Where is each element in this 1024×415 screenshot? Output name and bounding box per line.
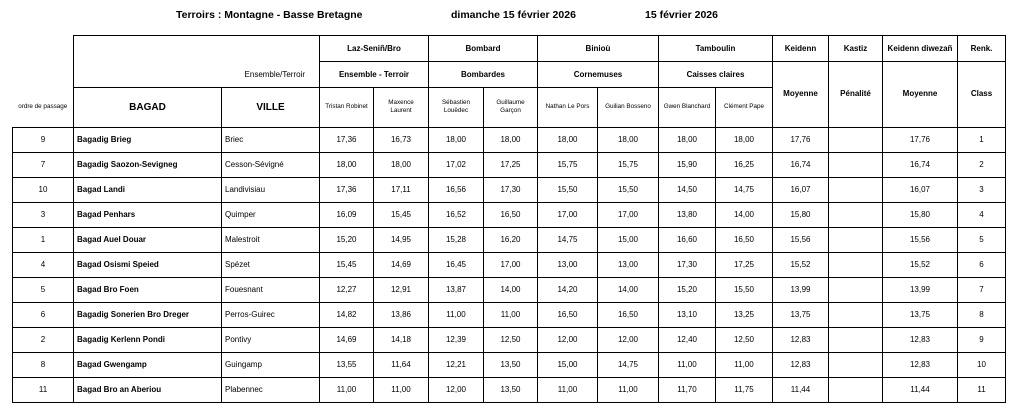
moyenne-cell: 15,52 [773, 252, 829, 277]
bagad-cell: Bagad Bro Foen [74, 277, 222, 302]
score-cell: 11,70 [659, 377, 716, 402]
score-cell: 17,25 [716, 252, 773, 277]
moyenne-cell: 15,56 [773, 227, 829, 252]
bagad-header: BAGAD [74, 88, 222, 128]
classement-cell: 7 [958, 277, 1006, 302]
score-cell: 16,20 [484, 227, 538, 252]
score-cell: 16,09 [320, 202, 374, 227]
score-cell: 11,00 [716, 352, 773, 377]
moyenne-finale-cell: 17,76 [883, 127, 958, 152]
score-cell: 17,02 [429, 152, 484, 177]
penalite-cell [829, 152, 883, 177]
ville-cell: Spézet [222, 252, 320, 277]
judge-name: Clément Pape [716, 88, 773, 128]
classement-cell: 1 [958, 127, 1006, 152]
bagad-cell: Bagad Bro an Aberiou [74, 377, 222, 402]
penalite-cell [829, 277, 883, 302]
score-cell: 16,52 [429, 202, 484, 227]
ville-cell: Malestroit [222, 227, 320, 252]
score-cell: 14,00 [716, 202, 773, 227]
score-cell: 17,00 [598, 202, 659, 227]
moyenne-finale-cell: 12,83 [883, 327, 958, 352]
score-cell: 16,50 [484, 202, 538, 227]
score-cell: 17,00 [484, 252, 538, 277]
group-header-bombard: Bombard [429, 36, 538, 62]
score-cell: 16,50 [716, 227, 773, 252]
bagad-cell: Bagadig Saozon-Sevigneg [74, 152, 222, 177]
score-cell: 12,00 [538, 327, 598, 352]
ville-cell: Briec [222, 127, 320, 152]
ville-cell: Fouesnant [222, 277, 320, 302]
table-row [13, 177, 1006, 202]
score-cell: 16,60 [659, 227, 716, 252]
score-cell: 18,00 [374, 152, 429, 177]
moyenne-cell: 13,75 [773, 302, 829, 327]
score-cell: 11,00 [484, 302, 538, 327]
ensemble-terroir-label: Ensemble/Terroir [74, 62, 320, 88]
score-cell: 15,28 [429, 227, 484, 252]
class-header: Class [958, 88, 1006, 128]
score-cell: 13,00 [538, 252, 598, 277]
group-header-biniou: Binioù [538, 36, 659, 62]
judge-name: Guillaume Garçon [484, 88, 538, 128]
score-cell: 15,20 [659, 277, 716, 302]
penalite-cell [829, 227, 883, 252]
ville-cell: Pontivy [222, 327, 320, 352]
score-cell: 15,50 [538, 177, 598, 202]
moyenne-cell: 11,44 [773, 377, 829, 402]
moyenne-finale-cell: 11,44 [883, 377, 958, 402]
table-row [13, 302, 1006, 327]
moyenne-finale-cell: 15,52 [883, 252, 958, 277]
moyenne-finale-header: Moyenne [883, 88, 958, 128]
ville-header: VILLE [222, 88, 320, 128]
judge-name: Guilian Bosseno [598, 88, 659, 128]
score-cell: 12,50 [484, 327, 538, 352]
keidenn-diwezan-header: Keidenn diwezañ [883, 36, 958, 62]
classement-cell: 4 [958, 202, 1006, 227]
table-row [13, 277, 1006, 302]
penalite-cell [829, 202, 883, 227]
bagad-cell: Bagadig Kerlenn Pondi [74, 327, 222, 352]
ordre-cell: 8 [13, 352, 74, 377]
score-cell: 12,39 [429, 327, 484, 352]
group-sub-ensemble: Ensemble - Terroir [320, 62, 429, 88]
penalite-header: Pénalité [829, 88, 883, 128]
group-sub-caisses: Caisses claires [659, 62, 773, 88]
moyenne-finale-cell: 13,75 [883, 302, 958, 327]
score-cell: 14,20 [538, 277, 598, 302]
bagad-cell: Bagad Auel Douar [74, 227, 222, 252]
renk-header: Renk. [958, 36, 1006, 62]
ordre-cell: 1 [13, 227, 74, 252]
score-cell: 18,00 [429, 127, 484, 152]
score-cell: 16,50 [598, 302, 659, 327]
bagad-cell: Bagad Penhars [74, 202, 222, 227]
score-cell: 15,90 [659, 152, 716, 177]
score-cell: 16,50 [538, 302, 598, 327]
score-cell: 17,25 [484, 152, 538, 177]
score-cell: 14,82 [320, 302, 374, 327]
group-sub-cornemuses: Cornemuses [538, 62, 659, 88]
ordre-cell: 6 [13, 302, 74, 327]
score-cell: 15,45 [374, 202, 429, 227]
competition-title: Terroirs : Montagne - Basse Bretagne [176, 9, 363, 21]
penalite-cell [829, 177, 883, 202]
score-cell: 17,36 [320, 127, 374, 152]
score-cell: 14,50 [659, 177, 716, 202]
ville-cell: Cesson-Sévigné [222, 152, 320, 177]
moyenne-finale-cell: 15,80 [883, 202, 958, 227]
score-cell: 14,95 [374, 227, 429, 252]
moyenne-finale-cell: 13,99 [883, 277, 958, 302]
bagad-cell: Bagad Gwengamp [74, 352, 222, 377]
ordre-cell: 7 [13, 152, 74, 177]
ordre-cell: 2 [13, 327, 74, 352]
table-row [13, 252, 1006, 277]
score-cell: 18,00 [598, 127, 659, 152]
score-cell: 14,75 [538, 227, 598, 252]
score-cell: 16,73 [374, 127, 429, 152]
score-cell: 12,00 [429, 377, 484, 402]
judge-name: Nathan Le Pors [538, 88, 598, 128]
score-cell: 13,50 [484, 377, 538, 402]
score-cell: 13,80 [659, 202, 716, 227]
score-cell: 14,00 [598, 277, 659, 302]
score-cell: 11,00 [374, 377, 429, 402]
keidenn-header: Keidenn [773, 36, 829, 62]
score-cell: 17,00 [538, 202, 598, 227]
judge-name: Maxence Laurent [374, 88, 429, 128]
score-cell: 14,75 [598, 352, 659, 377]
score-cell: 17,11 [374, 177, 429, 202]
date-short: 15 février 2026 [645, 9, 718, 21]
results-table [12, 35, 1006, 403]
score-cell: 16,45 [429, 252, 484, 277]
bagad-cell: Bagadig Brieg [74, 127, 222, 152]
score-cell: 13,00 [598, 252, 659, 277]
ville-cell: Perros-Guirec [222, 302, 320, 327]
score-cell: 17,30 [484, 177, 538, 202]
score-cell: 18,00 [716, 127, 773, 152]
table-row [13, 152, 1006, 177]
score-cell: 15,45 [320, 252, 374, 277]
table-row [13, 127, 1006, 152]
judge-name: Tristan Robinet [320, 88, 374, 128]
penalite-cell [829, 127, 883, 152]
ville-cell: Quimper [222, 202, 320, 227]
moyenne-cell: 12,83 [773, 352, 829, 377]
bagad-cell: Bagad Landi [74, 177, 222, 202]
moyenne-cell: 16,74 [773, 152, 829, 177]
judge-name: Gwen Blanchard [659, 88, 716, 128]
score-cell: 11,00 [598, 377, 659, 402]
score-cell: 15,75 [538, 152, 598, 177]
score-cell: 18,00 [538, 127, 598, 152]
moyenne-cell: 17,76 [773, 127, 829, 152]
score-cell: 14,18 [374, 327, 429, 352]
penalite-cell [829, 377, 883, 402]
score-cell: 12,00 [598, 327, 659, 352]
table-row [13, 377, 1006, 402]
score-cell: 13,50 [484, 352, 538, 377]
classement-cell: 3 [958, 177, 1006, 202]
bagad-cell: Bagadig Sonerien Bro Dreger [74, 302, 222, 327]
score-cell: 15,00 [598, 227, 659, 252]
score-cell: 14,75 [716, 177, 773, 202]
ville-cell: Plabennec [222, 377, 320, 402]
score-cell: 14,69 [374, 252, 429, 277]
kastiz-header: Kastiz [829, 36, 883, 62]
score-cell: 14,69 [320, 327, 374, 352]
ordre-cell: 11 [13, 377, 74, 402]
moyenne-cell: 15,80 [773, 202, 829, 227]
ordre-cell: 9 [13, 127, 74, 152]
score-cell: 12,91 [374, 277, 429, 302]
score-cell: 11,00 [659, 352, 716, 377]
ordre-cell: 4 [13, 252, 74, 277]
ordre-cell: 3 [13, 202, 74, 227]
classement-cell: 6 [958, 252, 1006, 277]
score-cell: 13,10 [659, 302, 716, 327]
moyenne-finale-cell: 16,74 [883, 152, 958, 177]
score-cell: 15,00 [538, 352, 598, 377]
classement-cell: 8 [958, 302, 1006, 327]
moyenne-cell: 16,07 [773, 177, 829, 202]
bagad-cell: Bagad Osismi Speied [74, 252, 222, 277]
moyenne-finale-cell: 15,56 [883, 227, 958, 252]
score-cell: 13,25 [716, 302, 773, 327]
score-cell: 14,00 [484, 277, 538, 302]
moyenne-finale-cell: 16,07 [883, 177, 958, 202]
score-cell: 13,87 [429, 277, 484, 302]
score-cell: 15,20 [320, 227, 374, 252]
penalite-cell [829, 302, 883, 327]
score-cell: 12,27 [320, 277, 374, 302]
penalite-cell [829, 352, 883, 377]
group-sub-bombardes: Bombardes [429, 62, 538, 88]
group-header-laz: Laz-Seniñ/Bro [320, 36, 429, 62]
score-cell: 13,86 [374, 302, 429, 327]
score-cell: 15,50 [598, 177, 659, 202]
classement-cell: 2 [958, 152, 1006, 177]
score-cell: 16,56 [429, 177, 484, 202]
score-cell: 18,00 [320, 152, 374, 177]
score-cell: 11,00 [429, 302, 484, 327]
ville-cell: Guingamp [222, 352, 320, 377]
ordre-header: ordre de passage [18, 103, 68, 110]
classement-cell: 11 [958, 377, 1006, 402]
group-header-tamboulin: Tamboulin [659, 36, 773, 62]
classement-cell: 5 [958, 227, 1006, 252]
moyenne-header: Moyenne [773, 88, 829, 128]
table-row [13, 352, 1006, 377]
score-cell: 11,00 [320, 377, 374, 402]
ordre-cell: 5 [13, 277, 74, 302]
table-row [13, 202, 1006, 227]
table-row [13, 227, 1006, 252]
moyenne-cell: 12,83 [773, 327, 829, 352]
score-cell: 12,40 [659, 327, 716, 352]
penalite-cell [829, 252, 883, 277]
score-cell: 12,21 [429, 352, 484, 377]
moyenne-finale-cell: 12,83 [883, 352, 958, 377]
classement-cell: 10 [958, 352, 1006, 377]
judge-name: Sébastien Louëdec [429, 88, 484, 128]
score-cell: 16,25 [716, 152, 773, 177]
score-cell: 11,64 [374, 352, 429, 377]
table-row [13, 327, 1006, 352]
date-full: dimanche 15 février 2026 [451, 9, 576, 21]
ordre-cell: 10 [13, 177, 74, 202]
ville-cell: Landivisiau [222, 177, 320, 202]
score-cell: 17,36 [320, 177, 374, 202]
classement-cell: 9 [958, 327, 1006, 352]
score-cell: 11,75 [716, 377, 773, 402]
score-cell: 11,00 [538, 377, 598, 402]
score-cell: 15,75 [598, 152, 659, 177]
score-cell: 15,50 [716, 277, 773, 302]
score-cell: 18,00 [484, 127, 538, 152]
score-cell: 18,00 [659, 127, 716, 152]
penalite-cell [829, 327, 883, 352]
score-cell: 13,55 [320, 352, 374, 377]
score-cell: 17,30 [659, 252, 716, 277]
score-cell: 12,50 [716, 327, 773, 352]
moyenne-cell: 13,99 [773, 277, 829, 302]
